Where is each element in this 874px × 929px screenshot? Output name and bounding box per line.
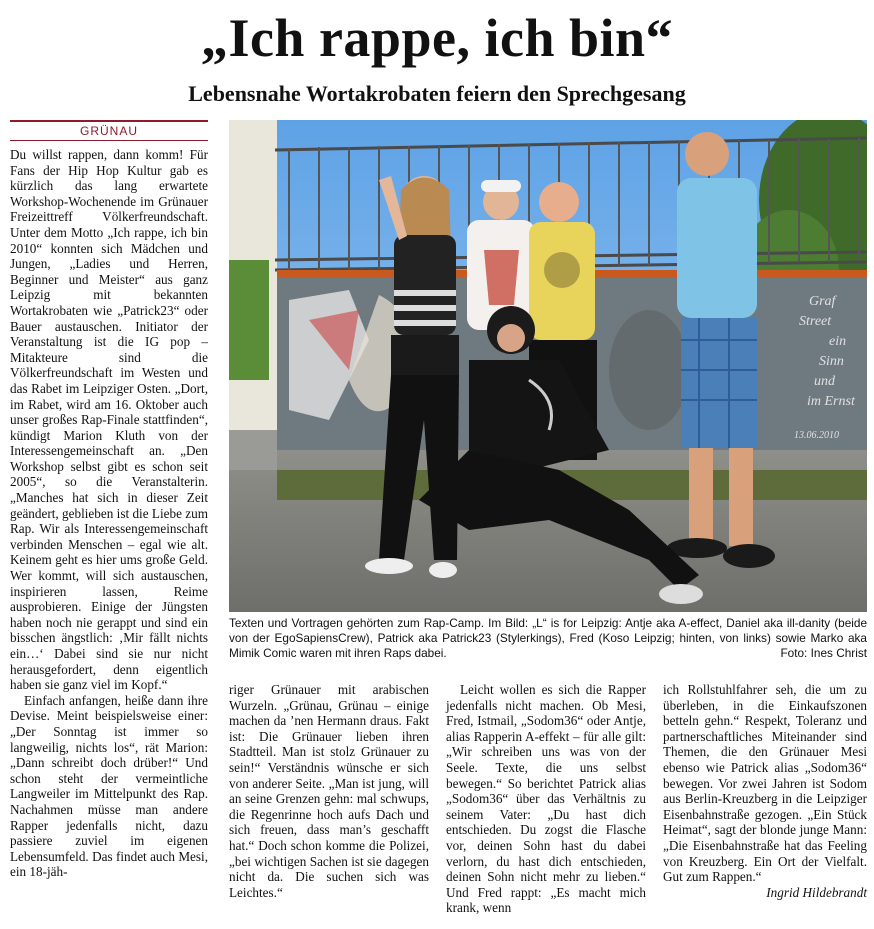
photo-illustration	[229, 120, 867, 612]
article-column-2	[229, 682, 429, 927]
paragraph-intro: Du willst rappen, dann komm! Für Fans der Hip Hop Kultur gab es kürzlich das lang erwartete Workshop-Wochenende im Grünauer Freizeittreff Völkerfreundschaft. Unter dem Motto „Ich rappe, ich bin 2010“ konnten sich Mädchen und Jungen, „Ladies und Herren, Beginner und Meister“ aus ganz Leipzig mit bekannten Wortakrobaten wie „Patrick23“ oder Bauer austauschen. Initiator der Veranstaltung ist die IG pop – Mitakteure sind die Völkerfreundschaft im Westen und das Rabet im Leipziger Osten. „Dort, im Rabet, wird am 16. Oktober auch unser großes Rap-Finale stattfinden“, kündigt Marion Kluth von der Interessengemeinschaft an. „Den Workshop selbst gibt es schon seit 2005“, so die Veranstalterin. „Manches hat sich in dieser Zeit geändert, geblieben ist die Liebe zum Rap. Wir als Interessengemeinschaft verbinden Menschen – egal wie alt. Keinem geht es hier ums große Geld. Wer kommt, will sich austauschen, inspirieren lassen, Reime ausprobieren. Einige der Jüngsten haben noch nie gerappt und sind ein bisschen ängstlich: ‚Mir fällt nichts ein…‘ Dabei sind sie nur nicht herausgefordert, denn eigentlich haben sie ganz viel im Kopf.“	[10, 147, 208, 693]
paragraph-third-continued: ich Rollstuhlfahrer seh, die um zu überleben, in die Einkaufszonen betteln gehn.“ Respekt, Toleranz und partnerschaftliches Miteinander sind Themen, die den Grünauer Mesi ebenso wie Patrick alias „Sodom36“ bewegen. Vor zwei Jahren ist Sodom aus Berlin-Kreuzberg in die Leipziger Eisenbahnstraße gezogen. „Ein Stück Heimat“, sagt der blonde junge Mann: „Die Eisenbahnstraße hat das Feeling von Kreuzberg. Ein Ort der Vielfalt. Gut zum Rappen.“	[663, 682, 867, 885]
svg-text:Street: Street	[799, 314, 832, 329]
article-photo	[229, 120, 867, 612]
svg-text:Sinn: Sinn	[819, 354, 844, 369]
subheadline: Lebensnahe Wortakrobaten feiern den Sprechgesang	[188, 81, 686, 106]
article-column-3	[446, 682, 646, 927]
svg-text:im Ernst: im Ernst	[807, 394, 855, 409]
paragraph-third: Leicht wollen es sich die Rapper jedenfalls nicht machen. Ob Mesi, Fred, Istmail, „Sodom36“ oder Antje, alias Rapperin A-effekt – für alle gilt: „Wir schreiben uns was von der Seele. Texte, die uns selbst bewegen.“ So berichtet Patrick alias „Sodom36“ über das Verhältnis zu seinem Vater: „Du hast dich entschieden. Du zogst die Flasche vor, deinen Sohn hast du dabei verlorn, du hast dich entschieden, deinen Sohn nicht mehr zu lieben.“ Und Fred rappt: „Es macht mich krank, wenn	[446, 682, 646, 916]
author-byline: Ingrid Hildebrandt	[766, 884, 867, 900]
caption-text: Texten und Vortragen gehörten zum Rap-Camp. Im Bild: „L“ is for Leipzig: Antje aka A-effect, Daniel aka ill-danity (beide von der EgoSapiensCrew), Patrick aka Patrick23 (Stylerkings), Fred (Koso Leipzig; hinten, von links) sowie Marko aka Mimik Comic waren mit ihren Raps dabei.	[229, 616, 867, 660]
photo-credit: Foto: Ines Christ	[780, 646, 867, 660]
section-rubric: GRÜNAU	[10, 120, 208, 141]
paragraph-second: Einfach anfangen, heiße dann ihre Devise. Meint beispielsweise einer: „Der Sonntag ist immer so langweilig, nichts los“, rät Marion: „Dann schreibt doch drüber!“ Und schon steht der vermeintliche Langweiler im Mittelpunkt des Rap. Nachahmen müsse man andere Rapper jedenfalls nicht, dazu passiere zuviel im eigenen Lebensumfeld. Das findet auch Mesi, ein 18-jäh-	[10, 692, 208, 880]
article-column-4	[663, 682, 867, 927]
svg-text:13.06.2010: 13.06.2010	[794, 430, 839, 441]
svg-text:ein: ein	[829, 334, 847, 349]
svg-text:Graf: Graf	[809, 294, 836, 309]
headline: „Ich rappe, ich bin“	[200, 8, 674, 68]
paragraph-continued: riger Grünauer mit arabischen Wurzeln. „Grünau, Grünau – einige machen da ’nen Hermann draus. Fakt ist: Die Grünauer lieben ihren Stadtteil. Man ist stolz Grünauer zu sein!“ Verständnis wünsche er sich von anderer Seite. „Man ist jung, will an seine Grenzen gehn: mal schwups, die Regenrinne hoch aufs Dach und sich freuen, dass man’s geschafft hat.“ Doch schon komme die Polizei, „bei wichtigen Sachen ist sie dagegen nicht da. Die suchen sich was Leichtes.“	[229, 682, 429, 900]
svg-text:und: und	[814, 374, 835, 389]
article-column-1	[10, 147, 208, 927]
photo-caption	[229, 616, 867, 661]
